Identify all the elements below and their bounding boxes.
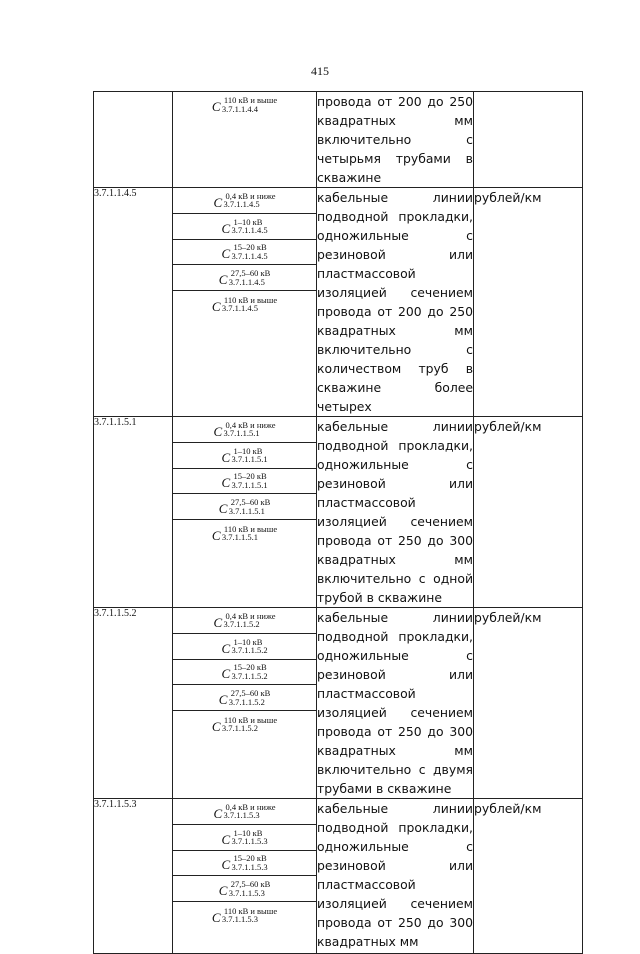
rate-symbol-formula bbox=[212, 716, 277, 733]
rate-symbol-letter: C bbox=[221, 857, 231, 873]
rate-symbol-formula bbox=[212, 525, 277, 542]
rate-symbol-formula bbox=[214, 612, 276, 629]
voltage-class: 15–20 кВ bbox=[233, 853, 267, 864]
rate-symbol-formula bbox=[214, 192, 276, 209]
voltage-class: 27,5–60 кВ bbox=[230, 268, 271, 279]
table-row bbox=[94, 417, 583, 608]
rate-index: 3.7.1.1.5.2 bbox=[221, 723, 259, 734]
rate-symbol bbox=[173, 825, 316, 851]
table-row bbox=[94, 608, 583, 799]
voltage-class: 27,5–60 кВ bbox=[230, 688, 271, 699]
rate-symbol-letter: C bbox=[218, 272, 228, 288]
rate-index: 3.7.1.1.5.2 bbox=[231, 670, 268, 681]
unit-of-measure bbox=[474, 92, 583, 188]
rate-symbol bbox=[173, 214, 316, 240]
rate-symbol bbox=[173, 494, 316, 520]
rate-index: 3.7.1.1.4.5 bbox=[221, 303, 259, 314]
page-number: 415 bbox=[311, 64, 329, 78]
rate-symbol bbox=[173, 469, 316, 495]
rates-table-body bbox=[94, 92, 583, 954]
rate-index: 3.7.1.1.5.3 bbox=[228, 887, 265, 898]
rate-symbol bbox=[173, 660, 316, 686]
rate-symbol-formula bbox=[219, 880, 271, 897]
table-row bbox=[94, 188, 583, 417]
rate-symbol bbox=[173, 520, 316, 546]
rate-index: 3.7.1.1.5.1 bbox=[223, 428, 260, 439]
voltage-class: 15–20 кВ bbox=[233, 471, 267, 482]
rate-symbol-letter: C bbox=[211, 298, 221, 314]
rate-symbol-letter: C bbox=[211, 909, 221, 925]
rate-symbol bbox=[173, 851, 316, 877]
voltage-class: 110 кВ и выше bbox=[223, 95, 278, 106]
rate-symbol bbox=[173, 188, 316, 214]
rate-symbol-letter: C bbox=[213, 194, 223, 210]
rate-symbol bbox=[173, 799, 316, 825]
rate-index: 3.7.1.1.4.4 bbox=[221, 103, 259, 114]
voltage-class: 0,4 кВ и ниже bbox=[225, 610, 276, 621]
rate-symbol bbox=[173, 711, 316, 737]
rate-symbol-letter: C bbox=[221, 640, 231, 656]
rate-index: 3.7.1.1.5.3 bbox=[221, 914, 259, 925]
rate-symbol-formula bbox=[221, 829, 267, 846]
rate-symbol bbox=[173, 265, 316, 291]
item-code: 3.7.1.1.5.1 bbox=[94, 417, 173, 608]
rate-symbol-formula bbox=[219, 689, 271, 706]
rate-symbol-letter: C bbox=[218, 501, 228, 517]
voltage-class: 0,4 кВ и ниже bbox=[225, 419, 276, 430]
voltage-class: 1–10 кВ bbox=[233, 827, 263, 838]
rate-symbol-formula bbox=[221, 447, 267, 464]
item-description: кабельные линии подводной прокладки, одножильные с резиновой или пластмассовой изоляцией сечением провода от 250 до 300 квадратных мм bbox=[317, 799, 474, 954]
rate-index: 3.7.1.1.5.3 bbox=[231, 836, 268, 847]
rate-index: 3.7.1.1.5.2 bbox=[228, 696, 265, 707]
voltage-class: 15–20 кВ bbox=[233, 662, 267, 673]
rate-symbol-formula bbox=[214, 803, 276, 820]
voltage-class: 110 кВ и выше bbox=[223, 294, 278, 305]
rate-symbol-formula bbox=[221, 638, 267, 655]
item-description: кабельные линии подводной прокладки, одножильные с резиновой или пластмассовой изоляцией сечением провода от 250 до 300 квадратных мм включительно с двумя трубами в скважине bbox=[317, 608, 474, 799]
voltage-class: 27,5–60 кВ bbox=[230, 497, 271, 508]
rate-symbols-stack bbox=[173, 417, 316, 546]
rate-symbol-formula bbox=[212, 96, 277, 113]
voltage-class: 0,4 кВ и ниже bbox=[225, 190, 276, 201]
rate-symbol-letter: C bbox=[218, 692, 228, 708]
voltage-class: 1–10 кВ bbox=[233, 636, 263, 647]
voltage-class: 15–20 кВ bbox=[233, 242, 267, 253]
rate-symbol-letter: C bbox=[211, 99, 221, 115]
rate-symbol bbox=[173, 685, 316, 711]
rate-symbol-formula bbox=[214, 421, 276, 438]
item-code bbox=[94, 92, 173, 188]
rate-symbol-letter: C bbox=[211, 527, 221, 543]
rate-index: 3.7.1.1.5.3 bbox=[231, 861, 268, 872]
rate-index: 3.7.1.1.5.1 bbox=[231, 479, 268, 490]
rate-symbol-letter: C bbox=[221, 246, 231, 262]
voltage-class: 1–10 кВ bbox=[233, 216, 263, 227]
rate-symbol-letter: C bbox=[211, 718, 221, 734]
rate-symbols-cell bbox=[173, 799, 317, 954]
unit-of-measure: рублей/км bbox=[474, 608, 583, 799]
voltage-class: 110 кВ и выше bbox=[223, 714, 278, 725]
rate-symbol-letter: C bbox=[221, 666, 231, 682]
rate-symbol-formula bbox=[212, 907, 277, 924]
rate-symbols-stack bbox=[173, 799, 316, 928]
item-code: 3.7.1.1.4.5 bbox=[94, 188, 173, 417]
unit-of-measure: рублей/км bbox=[474, 799, 583, 954]
rate-symbol-formula bbox=[212, 296, 277, 313]
rate-symbol-formula bbox=[221, 663, 267, 680]
item-description: кабельные линии подводной прокладки, одножильные с резиновой или пластмассовой изоляцией сечением провода от 200 до 250 квадратных мм включительно с количеством труб в скважине более четырех bbox=[317, 188, 474, 417]
rate-symbol bbox=[173, 443, 316, 469]
rate-index: 3.7.1.1.4.5 bbox=[228, 276, 265, 287]
rate-symbol bbox=[173, 876, 316, 902]
rate-symbol bbox=[173, 634, 316, 660]
item-code: 3.7.1.1.5.3 bbox=[94, 799, 173, 954]
rate-symbol-formula bbox=[221, 472, 267, 489]
rate-symbol-letter: C bbox=[213, 423, 223, 439]
rate-symbols-stack bbox=[173, 608, 316, 737]
rate-index: 3.7.1.1.5.1 bbox=[231, 454, 268, 465]
rate-symbol bbox=[173, 240, 316, 266]
voltage-class: 110 кВ и выше bbox=[223, 905, 278, 916]
rate-symbol-formula bbox=[219, 269, 271, 286]
rate-symbol bbox=[173, 92, 316, 118]
rate-symbol-formula bbox=[221, 243, 267, 260]
item-description: провода от 200 до 250 квадратных мм включительно с четырьмя трубами в скважине bbox=[317, 92, 474, 188]
rate-index: 3.7.1.1.5.3 bbox=[223, 810, 260, 821]
rate-index: 3.7.1.1.5.2 bbox=[231, 645, 268, 656]
rate-symbols-stack bbox=[173, 92, 316, 118]
rate-symbol-letter: C bbox=[221, 449, 231, 465]
item-code: 3.7.1.1.5.2 bbox=[94, 608, 173, 799]
rate-symbols-cell bbox=[173, 188, 317, 417]
rate-symbol bbox=[173, 291, 316, 317]
rate-symbol bbox=[173, 608, 316, 634]
rate-symbols-cell bbox=[173, 92, 317, 188]
rate-symbols-cell bbox=[173, 417, 317, 608]
unit-of-measure: рублей/км bbox=[474, 417, 583, 608]
rate-index: 3.7.1.1.4.5 bbox=[231, 225, 268, 236]
rate-index: 3.7.1.1.4.5 bbox=[231, 250, 268, 261]
table-row bbox=[94, 799, 583, 954]
voltage-class: 27,5–60 кВ bbox=[230, 879, 271, 890]
rate-symbol-letter: C bbox=[213, 805, 223, 821]
table-row bbox=[94, 92, 583, 188]
rates-table bbox=[93, 91, 583, 954]
rate-index: 3.7.1.1.5.1 bbox=[228, 505, 265, 516]
rate-symbols-stack bbox=[173, 188, 316, 317]
rate-symbol bbox=[173, 902, 316, 928]
rate-symbol-letter: C bbox=[221, 220, 231, 236]
rate-symbol bbox=[173, 417, 316, 443]
rate-symbol-letter: C bbox=[218, 883, 228, 899]
rate-symbol-letter: C bbox=[221, 831, 231, 847]
rate-symbol-letter: C bbox=[213, 614, 223, 630]
voltage-class: 1–10 кВ bbox=[233, 445, 263, 456]
rate-symbols-cell bbox=[173, 608, 317, 799]
rate-index: 3.7.1.1.5.1 bbox=[221, 532, 259, 543]
rate-index: 3.7.1.1.4.5 bbox=[223, 199, 260, 210]
rate-symbol-letter: C bbox=[221, 475, 231, 491]
unit-of-measure: рублей/км bbox=[474, 188, 583, 417]
rate-symbol-formula bbox=[221, 218, 267, 235]
item-description: кабельные линии подводной прокладки, одножильные с резиновой или пластмассовой изоляцией сечением провода от 250 до 300 квадратных мм включительно с одной трубой в скважине bbox=[317, 417, 474, 608]
rate-symbol-formula bbox=[221, 854, 267, 871]
rate-index: 3.7.1.1.5.2 bbox=[223, 619, 260, 630]
voltage-class: 0,4 кВ и ниже bbox=[225, 801, 276, 812]
voltage-class: 110 кВ и выше bbox=[223, 523, 278, 534]
rate-symbol-formula bbox=[219, 498, 271, 515]
